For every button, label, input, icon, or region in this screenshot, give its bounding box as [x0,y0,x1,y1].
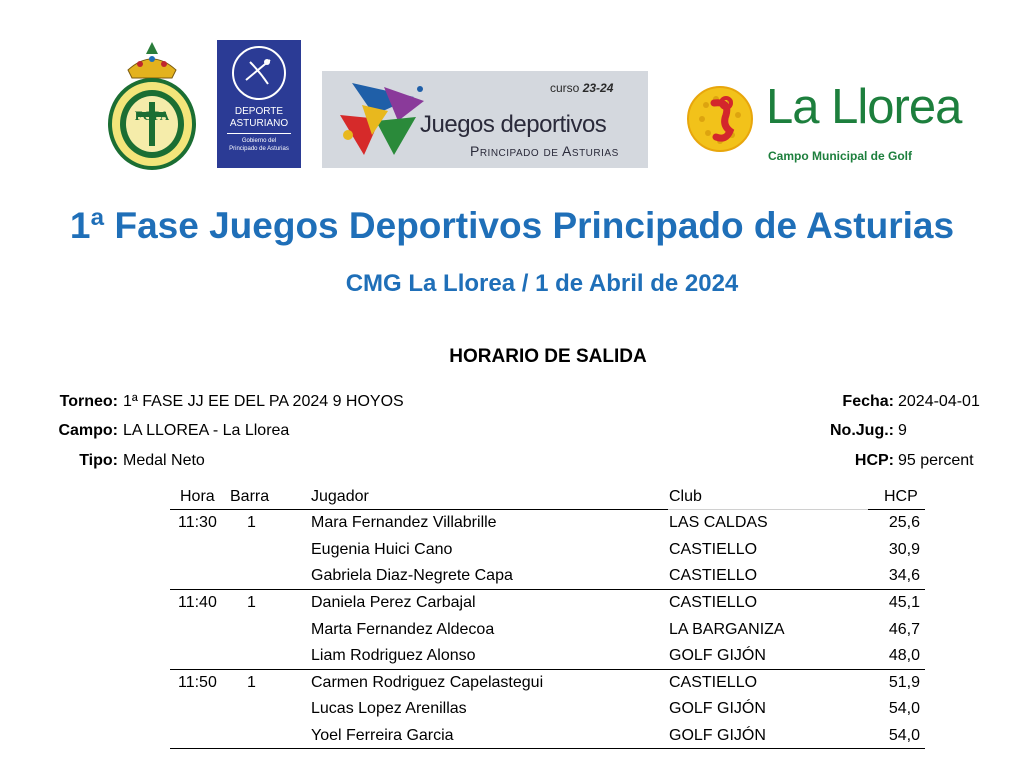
table-row-club: GOLF GIJÓN [669,700,766,717]
group-divider [170,669,925,670]
header-club: Club [669,488,702,505]
juegos-subtitle: Principado de Asturias [470,143,619,159]
header-underline-club [668,509,868,511]
fgpa-lettering: FGPA [134,108,170,123]
fecha-value: 2024-04-01 [898,393,980,410]
table-row-club: CASTIELLO [669,674,758,691]
table-row-hcp: 34,6 [888,567,920,584]
table-bottom-line [170,748,925,749]
group-divider [170,589,925,590]
fgpa-logo [106,40,198,170]
juegos-curso: curso 23-24 [550,81,614,95]
table-row-club: CASTIELLO [669,567,758,584]
page-subtitle: CMG La Llorea / 1 de Abril de 2024 [345,270,739,297]
table-row-hcp: 54,0 [888,700,920,717]
la-llorea-logo [686,73,976,169]
header-hcp: HCP [884,488,918,505]
nojug-label: No.Jug.: [830,422,894,439]
deporte-gov-text: Gobierno del Principado de Asturias [229,138,289,152]
torneo-value: 1ª FASE JJ EE DEL PA 2024 9 HOYOS [123,393,404,410]
tipo-label: Tipo: [79,452,118,469]
table-row-hcp: 48,0 [888,647,920,664]
table-row-jugador: Lucas Lopez Arenillas [311,700,467,717]
juegos-title: Juegos deportivos [420,111,607,138]
group-1-hora: 11:30 [178,514,217,531]
hcp-value: 95 percent [898,452,974,469]
group-2-barra: 1 [247,594,256,611]
table-row-hcp: 51,9 [888,674,920,691]
campo-label: Campo: [58,422,118,439]
juegos-deportivos-logo [322,71,648,168]
deporte-text: DEPORTE ASTURIANO [229,106,289,129]
table-row-jugador: Gabriela Diaz-Negrete Capa [311,567,513,584]
header-hora: Hora [180,488,215,505]
table-row-jugador: Daniela Perez Carbajal [311,594,476,611]
header-barra: Barra [230,488,270,505]
tipo-value: Medal Neto [123,452,205,469]
table-row-jugador: Carmen Rodriguez Capelastegui [311,674,544,691]
table-row-jugador: Marta Fernandez Aldecoa [311,621,495,638]
table-row-hcp: 45,1 [888,594,920,611]
golf-ball-icon [686,75,758,165]
table-row-club: LAS CALDAS [669,514,768,531]
table-row-club: CASTIELLO [669,594,758,611]
table-row-club: GOLF GIJÓN [669,647,766,664]
group-1-barra: 1 [247,514,256,531]
table-row-jugador: Yoel Ferreira Garcia [311,727,454,744]
table-row-hcp: 46,7 [888,621,920,638]
table-row-hcp: 30,9 [888,541,920,558]
torneo-label: Torneo: [59,393,118,410]
table-row-hcp: 54,0 [888,727,920,744]
llorea-name: La Llorea [766,80,962,134]
llorea-subtitle: Campo Municipal de Golf [768,149,913,163]
header-jugador: Jugador [311,488,369,505]
section-title: HORARIO DE SALIDA [449,346,647,367]
table-row-hcp: 25,6 [888,514,920,531]
table-row-jugador: Liam Rodriguez Alonso [311,647,476,664]
group-2-hora: 11:40 [178,594,217,611]
table-row-club: LA BARGANIZA [669,621,785,638]
page-title: 1ª Fase Juegos Deportivos Principado de Asturias [69,205,955,246]
table-row-jugador: Mara Fernandez Villabrille [311,514,497,531]
deporte-asturiano-logo [217,40,301,168]
hcp-label: HCP: [854,452,894,469]
group-3-hora: 11:50 [178,674,217,691]
fecha-label: Fecha: [842,393,894,410]
campo-value: LA LLOREA - La Llorea [123,422,290,439]
group-3-barra: 1 [247,674,256,691]
table-row-club: GOLF GIJÓN [669,727,766,744]
nojug-value: 9 [898,422,907,439]
deporte-emblem [232,46,286,100]
table-row-jugador: Eugenia Huici Cano [311,541,453,558]
table-row-club: CASTIELLO [669,541,758,558]
